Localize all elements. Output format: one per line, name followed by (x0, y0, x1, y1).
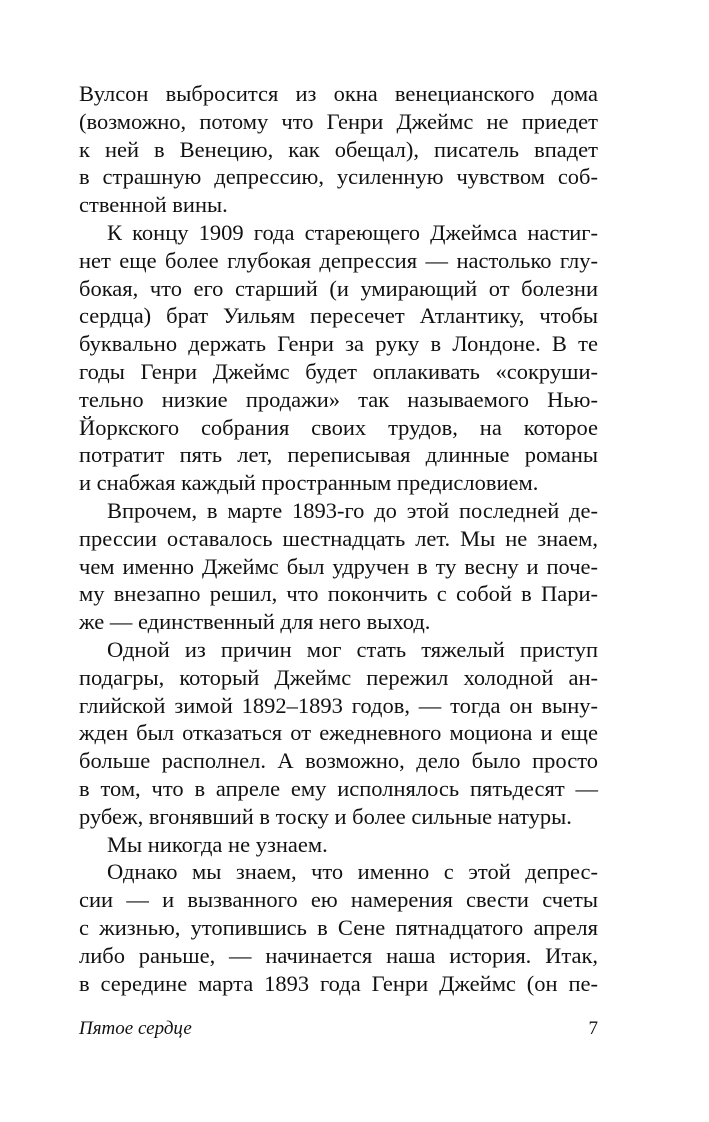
text-line: Йоркского собрания своих трудов, на которое (79, 414, 598, 440)
text-line: Однако мы знаем, что именно с этой депрес- (107, 859, 598, 885)
text-line: Мы никогда не узнаем. (107, 831, 328, 857)
text-line: либо раньше, — начинается наша история. Итак, (79, 942, 598, 968)
page-footer (79, 1016, 598, 1042)
text-line: буквально держать Генри за руку в Лондоне. В те (79, 331, 598, 357)
text-line: Вулсон выбросится из окна венецианского дома (79, 81, 598, 106)
text-line: прессии оставалось шестнадцать лет. Мы не знаем, (79, 525, 598, 551)
text-line: в страшную депрессию, усиленную чувством соб- (79, 164, 598, 190)
text-line: Впрочем, в марте 1893-го до этой последней де- (107, 497, 598, 523)
text-line: рубеж, вгонявший в тоску и более сильные натуры. (79, 803, 572, 829)
running-title: Пятое сердце (79, 1018, 192, 1039)
text-line: подагры, который Джеймс пережил холодной ан- (79, 664, 598, 690)
text-line: му внезапно решил, что покончить с собой в Пари- (79, 581, 598, 607)
text-line: (возможно, потому что Генри Джеймс не приедет (79, 108, 598, 134)
text-line: бокая, что его старший (и умирающий от болезни (79, 275, 598, 301)
text-line: сердца) брат Уильям пересечет Атлантику, чтобы (79, 303, 598, 329)
text-line: потратит пять лет, переписывая длинные романы (79, 442, 598, 468)
text-line: К концу 1909 года стареющего Джеймса настиг- (107, 219, 598, 245)
text-line: Одной из причин мог стать тяжелый приступ (107, 636, 598, 662)
page-number: 7 (588, 1018, 598, 1039)
text-line: больше располнел. А возможно, дело было просто (79, 748, 598, 774)
text-line: чем именно Джеймс был удручен в ту весну и поче- (79, 553, 598, 579)
text-line: же — единственный для него выход. (79, 609, 431, 635)
text-line: в середине марта 1893 года Генри Джеймс (он пе- (79, 970, 598, 996)
text-line: в том, что в апреле ему исполнялось пятьдесят — (79, 775, 598, 801)
text-line: с жизнью, утопившись в Сене пятнадцатого апреля (79, 914, 598, 940)
text-line: годы Генри Джеймс будет оплакивать «сокруши- (79, 358, 598, 384)
text-line: глийской зимой 1892–1893 годов, — тогда он выну- (79, 692, 598, 718)
text-line: ственной вины. (79, 192, 228, 218)
text-line: и снабжая каждый пространным предисловием. (79, 470, 539, 496)
text-line: сии — и вызванного ею намерения свести счеты (79, 887, 598, 913)
text-line: тельно низкие продажи» так называемого Нью- (79, 386, 598, 412)
text-line: нет еще более глубокая депрессия — настолько глу- (79, 247, 598, 273)
text-line: жден был отказаться от ежедневного моциона и еще (79, 720, 598, 746)
body-text (79, 80, 598, 997)
text-line: к ней в Венецию, как обещал), писатель впадет (79, 136, 598, 162)
